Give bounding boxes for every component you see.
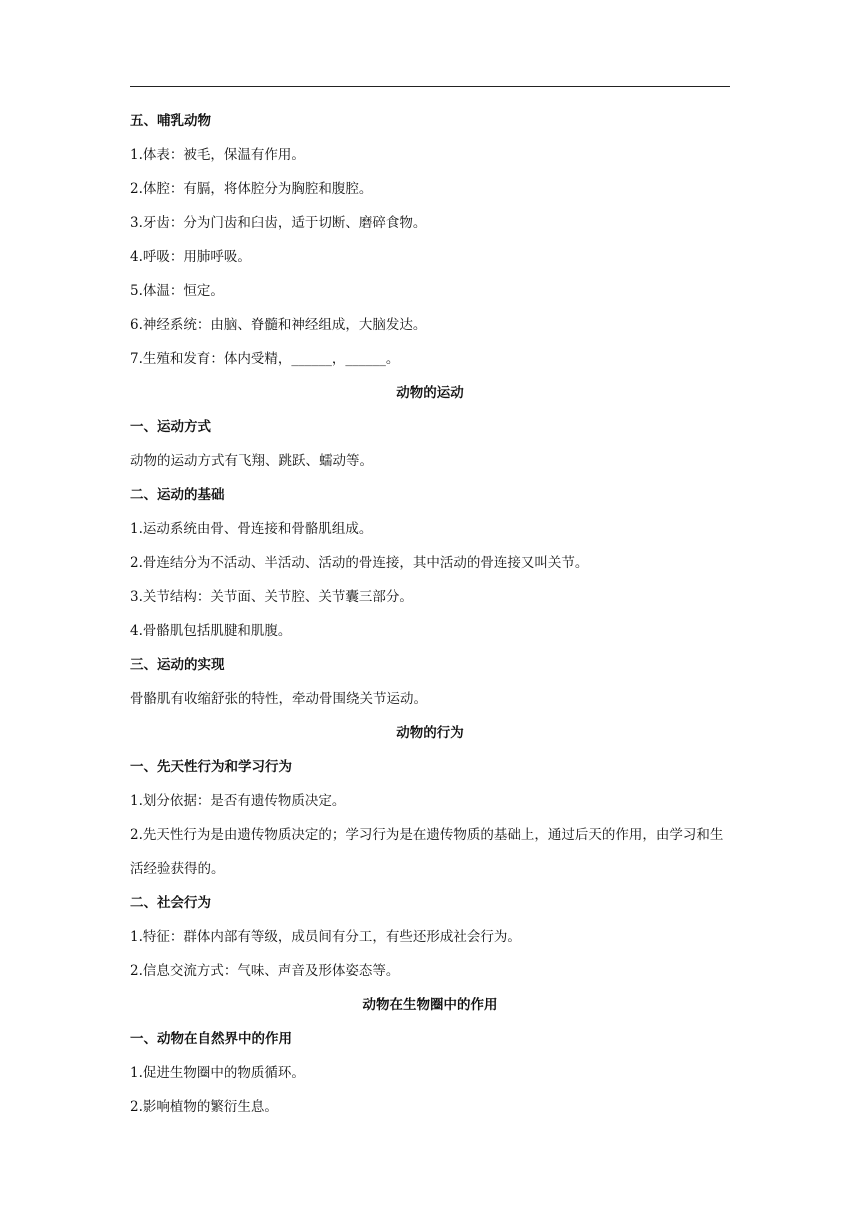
list-item: 2.体腔：有膈，将体腔分为胸腔和腹腔。 bbox=[130, 181, 373, 197]
header-rule bbox=[130, 86, 730, 87]
fill-in-blank-item: 7.生殖和发育：体内受精，______，______。 bbox=[130, 351, 400, 367]
chapter-title: 动物的行为 bbox=[396, 725, 464, 741]
list-item: 1.促进生物圈中的物质循环。 bbox=[130, 1065, 305, 1081]
section-heading: 二、运动的基础 bbox=[130, 487, 225, 503]
paragraph: 骨骼肌有收缩舒张的特性，牵动骨围绕关节运动。 bbox=[130, 691, 427, 707]
list-item: 2.影响植物的繁衍生息。 bbox=[130, 1099, 278, 1115]
list-item: 2.先天性行为是由遗传物质决定的；学习行为是在遗传物质的基础上，通过后天的作用，由学习和生活经验获得的。 bbox=[130, 827, 724, 877]
list-item: 2.信息交流方式：气味、声音及形体姿态等。 bbox=[130, 963, 400, 979]
list-item: 6.神经系统：由脑、脊髓和神经组成，大脑发达。 bbox=[130, 317, 427, 333]
chapter-title: 动物的运动 bbox=[396, 385, 464, 401]
chapter-title: 动物在生物圈中的作用 bbox=[362, 997, 498, 1013]
list-item: 5.体温：恒定。 bbox=[130, 283, 224, 299]
section-heading: 五、哺乳动物 bbox=[130, 113, 211, 129]
section-heading: 一、动物在自然界中的作用 bbox=[130, 1031, 292, 1047]
list-item: 1.划分依据：是否有遗传物质决定。 bbox=[130, 793, 346, 809]
list-item: 4.呼吸：用肺呼吸。 bbox=[130, 249, 251, 265]
list-item: 4.骨骼肌包括肌腱和肌腹。 bbox=[130, 623, 292, 639]
list-item: 3.牙齿：分为门齿和臼齿，适于切断、磨碎食物。 bbox=[130, 215, 427, 231]
list-item: 3.关节结构：关节面、关节腔、关节囊三部分。 bbox=[130, 589, 413, 605]
section-heading: 一、先天性行为和学习行为 bbox=[130, 759, 292, 775]
list-item: 1.特征：群体内部有等级，成员间有分工，有些还形成社会行为。 bbox=[130, 929, 521, 945]
document-body bbox=[130, 104, 730, 1124]
list-item: 1.体表：被毛，保温有作用。 bbox=[130, 147, 305, 163]
section-heading: 二、社会行为 bbox=[130, 895, 211, 911]
list-item: 1.运动系统由骨、骨连接和骨骼肌组成。 bbox=[130, 521, 373, 537]
section-heading: 一、运动方式 bbox=[130, 419, 211, 435]
list-item: 2.骨连结分为不活动、半活动、活动的骨连接，其中活动的骨连接又叫关节。 bbox=[130, 555, 589, 571]
section-heading: 三、运动的实现 bbox=[130, 657, 225, 673]
paragraph: 动物的运动方式有飞翔、跳跃、蠕动等。 bbox=[130, 453, 373, 469]
